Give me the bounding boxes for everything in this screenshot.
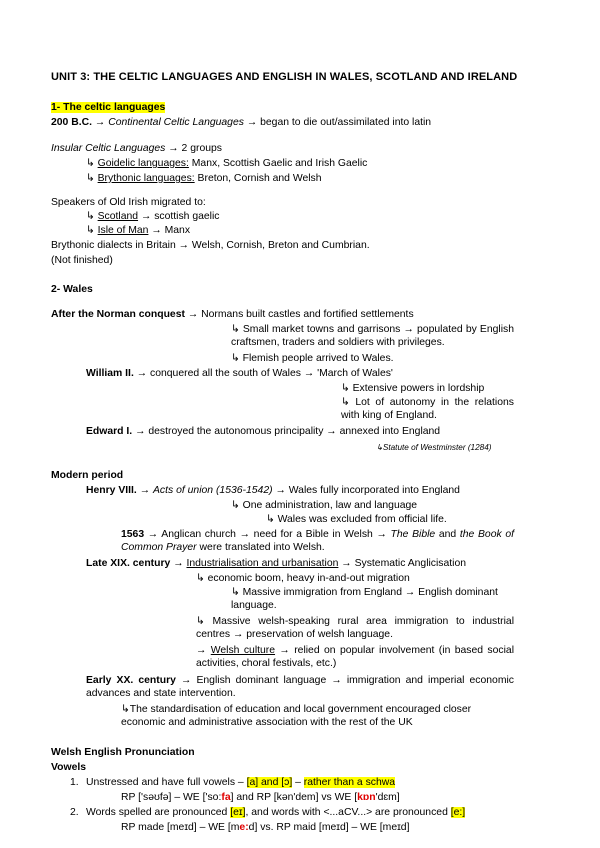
line-200bc: 200 B.C. → Continental Celtic Languages → began to die out/assimilated into latin [51, 117, 432, 128]
page-title: UNIT 3: THE CELTIC LANGUAGES AND ENGLISH IN WALES, SCOTLAND AND IRELAND [51, 71, 518, 83]
section-heading-wales: 2- Wales [51, 284, 93, 295]
line-speakers: Speakers of Old Irish migrated to: [51, 197, 206, 208]
line-not-finished: (Not finished) [51, 255, 113, 266]
line-william: William II. → conquered all the south of Wales → 'March of Wales' [86, 368, 393, 379]
list-number-2: 2. [70, 807, 79, 818]
line-goidelic: ↳ Goidelic languages: Manx, Scottish Gaelic and Irish Gaelic [86, 158, 368, 169]
section-heading-celtic: 1- The celtic languages [51, 102, 166, 113]
line-scotland: ↳ Scotland → scottish gaelic [86, 211, 220, 222]
example-2: RP made [meɪd] – WE [me:d] vs. RP maid [meɪd] – WE [meɪd] [121, 822, 410, 833]
para-rural-immigration: ↳ Massive welsh-speaking rural area immigration to industrial centres → preservation of welsh language. [196, 616, 514, 640]
line-excluded: ↳ Wales was excluded from official life. [266, 514, 447, 525]
line-insular: Insular Celtic Languages → 2 groups [51, 143, 222, 154]
line-late-xix: Late XIX. century → Industrialisation and urbanisation → Systematic Anglicisation [86, 558, 467, 569]
line-brythonic: ↳ Brythonic languages: Breton, Cornish and Welsh [86, 173, 322, 184]
para-market-towns: ↳ Small market towns and garrisons → populated by English craftsmen, traders and soldiers with privileges. [231, 324, 515, 348]
example-1: RP ['səʊfə] – WE ['so:fa] and RP [kən'dem] vs WE [kɒn'dɛm] [121, 792, 400, 803]
line-powers: ↳ Extensive powers in lordship [341, 383, 485, 394]
list-number-1: 1. [70, 777, 79, 788]
list-item-2: Words spelled are pronounced [eɪ], and words with <...aCV...> are pronounced [e:] [86, 807, 466, 818]
para-early-xx: Early XX. century → English dominant language → immigration and imperial economic advances and state intervention. [86, 675, 514, 699]
line-flemish: ↳ Flemish people arrived to Wales. [231, 353, 394, 364]
para-welsh-culture: → Welsh culture → relied on popular involvement (in based social activities, choral festivals, etc.) [196, 645, 514, 669]
para-standardisation: ↳The standardisation of education and local government encouraged closer economic and administrative association with the rest of the UK [121, 704, 472, 728]
para-massive-immigration: ↳ Massive immigration from England → English dominant language. [231, 587, 498, 611]
line-isle-of-man: ↳ Isle of Man → Manx [86, 225, 191, 236]
line-henry: Henry VIII. → Acts of union (1536-1542) → Wales fully incorporated into England [86, 485, 460, 496]
para-1563: 1563 → Anglican church → need for a Bible in Welsh → The Bible and the Book of Common Prayer were translated into Welsh. [121, 529, 514, 553]
section-heading-modern: Modern period [51, 470, 124, 481]
section-heading-pronunciation: Welsh English Pronunciation [51, 747, 195, 758]
line-edward: Edward I. → destroyed the autonomous principality → annexed into England [86, 426, 441, 437]
line-boom: ↳ economic boom, heavy in-and-out migration [196, 573, 410, 584]
subheading-vowels: Vowels [51, 762, 87, 773]
list-item-1: Unstressed and have full vowels – [a] and [ɔ] – rather than a schwa [86, 777, 396, 788]
line-one-admin: ↳ One administration, law and language [231, 500, 418, 511]
line-dialects: Brythonic dialects in Britain → Welsh, Cornish, Breton and Cumbrian. [51, 240, 370, 251]
line-statute: ↳Statute of Westminster (1284) [376, 443, 492, 452]
line-norman: After the Norman conquest → Normans built castles and fortified settlements [51, 309, 414, 320]
para-autonomy: ↳ Lot of autonomy in the relations with king of England. [341, 397, 514, 421]
